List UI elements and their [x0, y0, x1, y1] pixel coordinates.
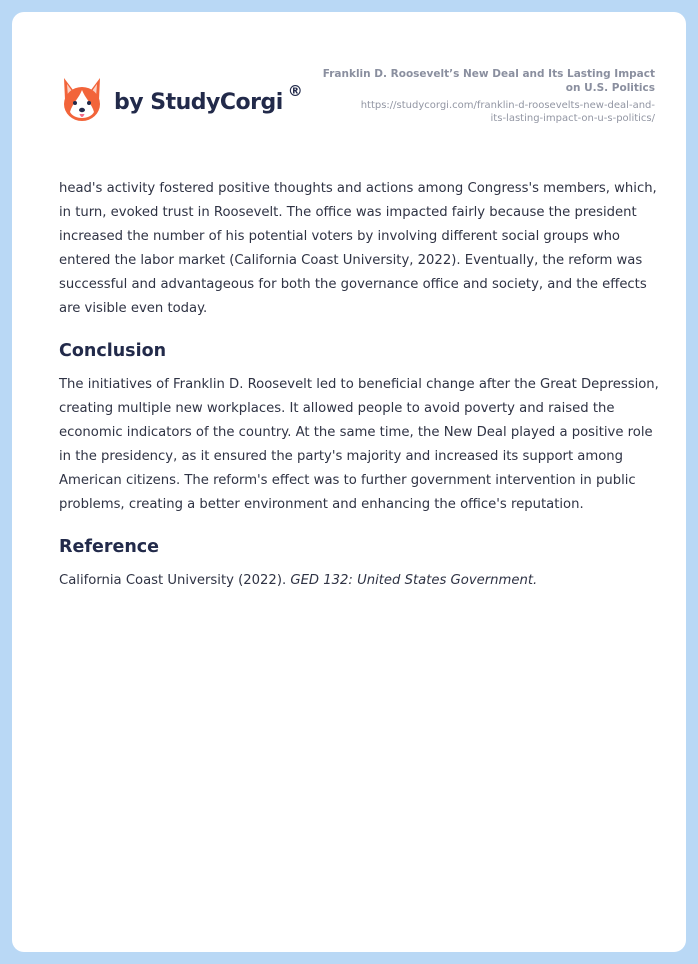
- document-title-line-2: on U.S. Politics: [565, 82, 655, 94]
- registered-mark: ®: [287, 82, 303, 100]
- studycorgi-logo[interactable]: [60, 76, 303, 124]
- document-url-line-2: its-lasting-impact-on-u-s-politics/: [490, 113, 655, 124]
- corgi-icon: [60, 76, 104, 124]
- document-url-line-1: https://studycorgi.com/franklin-d-roosevelts-new-deal-and-: [360, 100, 655, 111]
- document-title: [315, 67, 655, 95]
- document-title-line-1: Franklin D. Roosevelt’s New Deal and Its Lasting Impact: [322, 68, 655, 80]
- document-page: [12, 12, 686, 952]
- brand-name: by StudyCorgi: [114, 90, 283, 115]
- document-body: [59, 177, 659, 593]
- intro-paragraph: head's activity fostered positive thoughts and actions among Congress's members, which, in turn, evoked trust in Roosevelt. The office was impacted fairly because the president increased the number of his potential voters by involving different social groups who entered the labor market (California Coast University, 2022). Eventually, the reform was successful and advantageous for both the governance office and society, and the effects are visible even today.: [59, 181, 657, 316]
- reference-heading: Reference: [59, 537, 160, 557]
- citation-prefix: California Coast University (2022).: [59, 573, 291, 588]
- document-header: [315, 67, 655, 125]
- citation-title: GED 132: United States Government.: [290, 573, 538, 588]
- document-url[interactable]: [315, 99, 655, 125]
- conclusion-heading: Conclusion: [59, 341, 167, 361]
- conclusion-paragraph: The initiatives of Franklin D. Roosevelt led to beneficial change after the Great Depression, creating multiple new workplaces. It allowed people to avoid poverty and raised the economic indicators of the country. At the same time, the New Deal played a positive role in the presidency, as it ensured the party's majority and increased its support among American citizens. The reform's effect was to further government intervention in public problems, creating a better environment and enhancing the office's reputation.: [59, 377, 659, 512]
- reference-citation: [59, 569, 659, 593]
